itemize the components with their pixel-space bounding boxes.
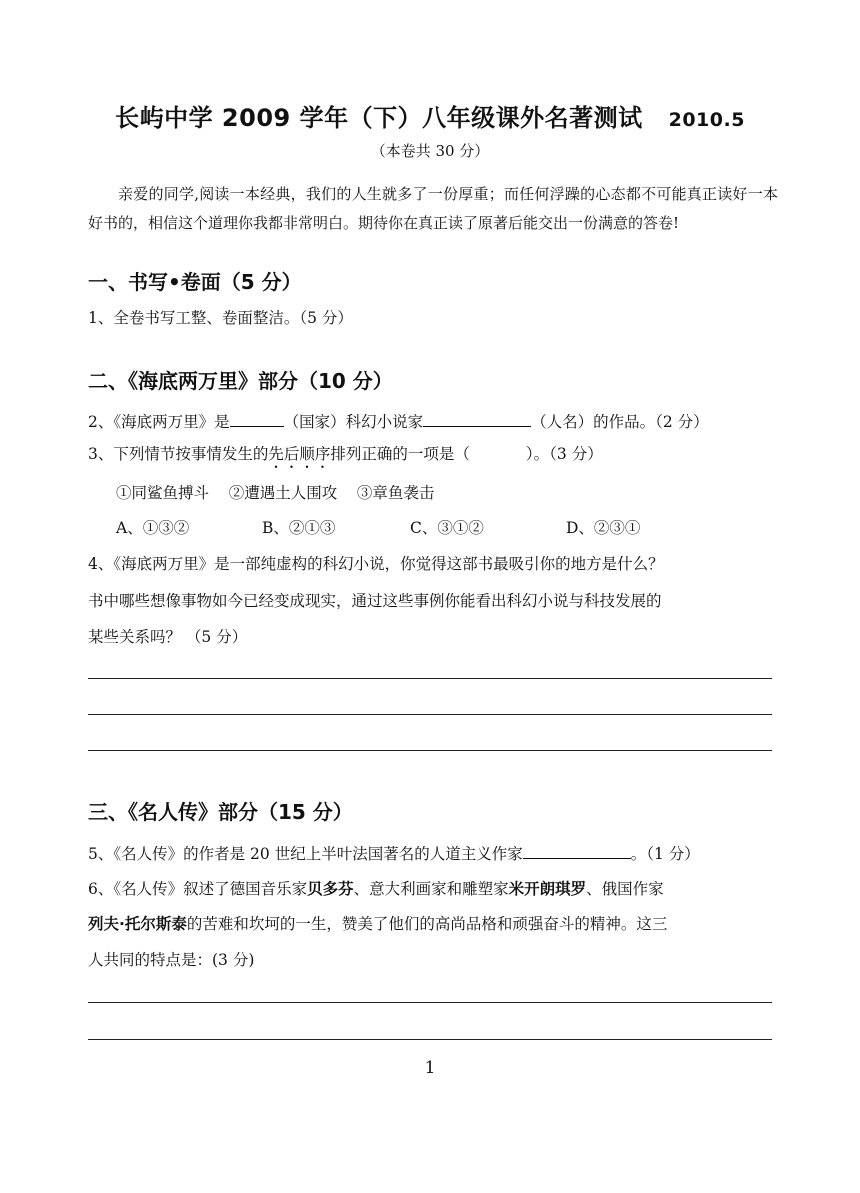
q3-text-2: 排列正确的一项是（ (330, 445, 470, 463)
question-6-line-1 (88, 877, 664, 899)
q3-option-a[interactable]: A、①③② (116, 519, 190, 537)
question-3 (88, 442, 603, 472)
q3-emphasis: 先后顺序 (268, 445, 331, 463)
question-2 (88, 409, 709, 432)
exam-title: 长屿中学 2009 学年（下）八年级课外名著测试 (115, 104, 643, 132)
q2-text-2: （国家）科幻小说家 (283, 413, 424, 431)
q3-text-3: ）。（3 分） (525, 445, 603, 463)
country-blank[interactable] (230, 409, 284, 427)
q4-answer-line-3[interactable] (88, 750, 772, 751)
question-1: 1、全卷书写工整、卷面整洁。（5 分） (88, 309, 353, 327)
q3-option-d[interactable]: D、②③① (566, 519, 641, 537)
q3-plot-items: ①同鲨鱼搏斗 ②遭遇土人围攻 ③章鱼袭击 (116, 484, 435, 502)
page-title (0, 98, 860, 133)
q6-answer-line-2[interactable] (88, 1039, 772, 1040)
author-name-blank[interactable] (523, 841, 631, 859)
q6-text-3: 、俄国作家 (586, 880, 664, 898)
question-4-line-3: 某些关系吗？ （5 分） (88, 628, 248, 646)
q6-text-4: 的苦难和坎坷的一生，赞美了他们的高尚品格和顽强奋斗的精神。这三 (186, 915, 668, 933)
section-1-heading: 一、书写•卷面（5 分） (88, 270, 302, 294)
section-2-heading: 二、《海底两万里》部分（10 分） (88, 369, 393, 393)
section-3-heading: 三、《名人传》部分（15 分） (88, 800, 353, 824)
question-6-line-2 (88, 912, 667, 934)
q4-answer-line-2[interactable] (88, 714, 772, 715)
q6-answer-line-1[interactable] (88, 1002, 772, 1003)
q3-option-b[interactable]: B、②①③ (262, 519, 336, 537)
q2-text-1: 2、《海底两万里》是 (88, 413, 230, 431)
question-6-line-3: 人共同的特点是：(3 分) (88, 951, 255, 969)
q6-text-1: 6、《名人传》叙述了德国音乐家 (88, 880, 308, 898)
total-score: （本卷共 30 分） (370, 142, 490, 160)
q5-text-2: 。（1 分） (630, 845, 700, 863)
q2-text-3: （人名）的作品。（2 分） (531, 413, 709, 431)
q5-text-1: 5、《名人传》的作者是 20 世纪上半叶法国著名的人道主义作家 (88, 845, 523, 863)
page-number: 1 (424, 1058, 436, 1078)
q4-answer-line-1[interactable] (88, 678, 772, 679)
tolstoy: 列夫·托尔斯泰 (88, 915, 187, 933)
intro-paragraph: 亲爱的同学,阅读一本经典，我们的人生就多了一份厚重；而任何浮躁的心态都不可能真正读好一本好书的，相信这个道理你我都非常明白。期待你在真正读了原著后能交出一份满意的答卷! (88, 185, 778, 232)
exam-date: 2010.5 (668, 109, 745, 131)
question-5 (88, 841, 700, 864)
michelangelo: 米开朗琪罗 (508, 880, 587, 898)
beethoven: 贝多芬 (307, 880, 354, 898)
question-4-line-2: 书中哪些想像事物如今已经变成现实，通过这些事例你能看出科幻小说与科技发展的 (88, 592, 662, 610)
author-blank[interactable] (423, 409, 531, 427)
q3-text-1: 3、下列情节按事情发生的 (88, 445, 269, 463)
question-4-line-1: 4、《海底两万里》是一部纯虚构的科幻小说，你觉得这部书最吸引你的地方是什么？ (88, 555, 664, 573)
q3-option-c[interactable]: C、③①② (410, 519, 484, 537)
q6-text-2: 、意大利画家和雕塑家 (353, 880, 509, 898)
